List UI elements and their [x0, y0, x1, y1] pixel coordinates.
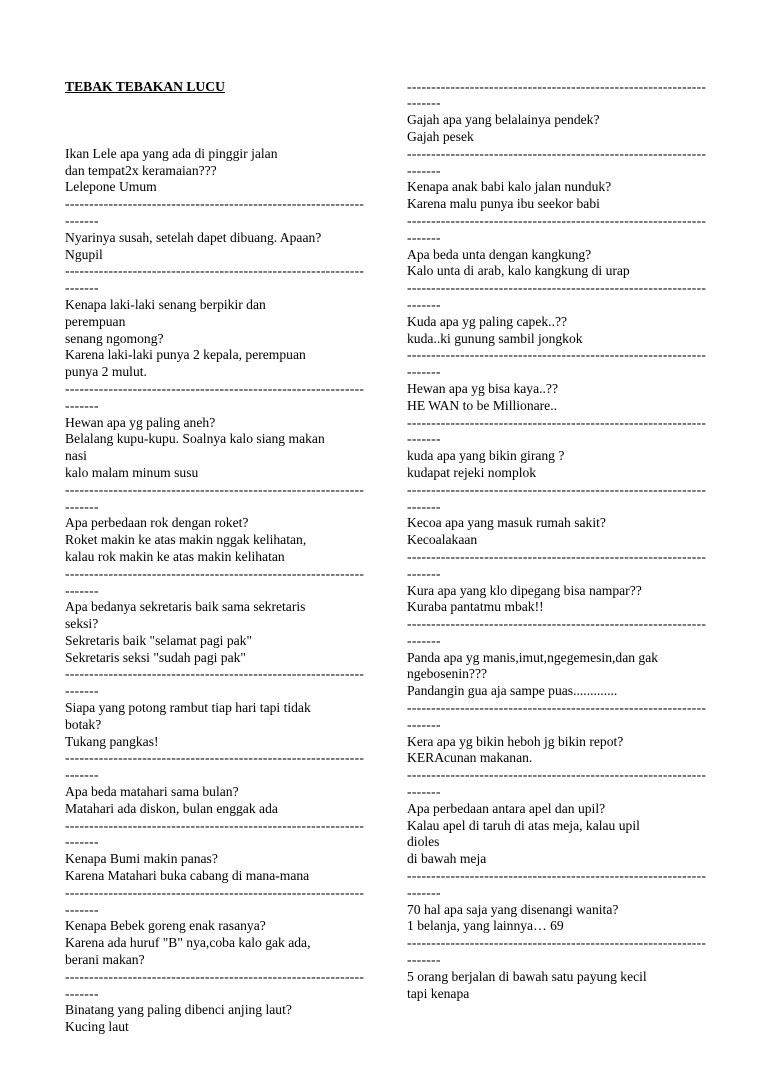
- riddle-question: Siapa yang potong rambut tiap hari tapi tidak: [65, 700, 311, 716]
- separator-line: --------------------------------------------------------------: [65, 481, 365, 497]
- riddle-question: Binatang yang paling dibenci anjing laut?: [65, 1002, 292, 1018]
- riddle-question: Panda apa yg manis,imut,ngegemesin,dan gak: [407, 649, 659, 665]
- separator-line: --------------------------------------------------------------: [407, 347, 707, 363]
- separator-line: -------: [65, 397, 99, 413]
- separator-line: --------------------------------------------------------------: [65, 565, 365, 581]
- riddle-item: [65, 851, 365, 885]
- riddle-item: [407, 314, 707, 348]
- riddle-text: Karena laki-laki punya 2 kepala, perempuan: [65, 347, 306, 363]
- separator-line: -------: [65, 280, 99, 296]
- separator-line: --------------------------------------------------------------: [407, 616, 707, 632]
- separator-line: --------------------------------------------------------------: [407, 145, 707, 161]
- riddle-question: Gajah apa yang belalainya pendek?: [407, 112, 600, 128]
- riddle-item: [65, 1002, 365, 1036]
- separator-line: -------: [407, 565, 441, 581]
- riddle-text: Roket makin ke atas makin nggak kelihatan,: [65, 532, 307, 548]
- riddle-text: ngebosenin???: [407, 666, 488, 682]
- riddle-text: tapi kenapa: [407, 985, 470, 1001]
- riddle-question: 70 hal apa saja yang disenangi wanita?: [407, 901, 619, 917]
- separator-line: --------------------------------------------------------------: [407, 868, 707, 884]
- riddle-text: Tukang pangkas!: [65, 733, 159, 749]
- riddle-text: perempuan: [65, 313, 126, 329]
- riddle-item: [407, 112, 707, 146]
- riddle-text: Kalo unta di arab, kalo kangkung di urap: [407, 263, 630, 279]
- riddle-question: Hewan apa yg bisa kaya..??: [407, 380, 558, 396]
- riddle-question: Ikan Lele apa yang ada di pinggir jalan: [65, 145, 278, 161]
- riddle-item: [407, 448, 707, 482]
- separator-line: --------------------------------------------------------------: [407, 548, 707, 564]
- separator-line: --------------------------------------------------------------: [407, 481, 707, 497]
- separator-line: -------: [407, 296, 441, 312]
- riddle-text: Karena malu punya ibu seekor babi: [407, 196, 600, 212]
- riddle-item: [407, 902, 707, 936]
- riddle-question: Kecoa apa yang masuk rumah sakit?: [407, 515, 606, 531]
- separator-line: -------: [407, 364, 441, 380]
- separator-line: -------: [407, 95, 441, 111]
- separator-line: -------: [65, 767, 99, 783]
- riddle-text: senang ngomong?: [65, 330, 164, 346]
- riddle-item: [65, 415, 365, 482]
- riddle-item: [65, 146, 365, 196]
- separator-line: --------------------------------------------------------------: [65, 884, 365, 900]
- right-column: [407, 45, 707, 1036]
- riddle-question: Kenapa Bebek goreng enak rasanya?: [65, 918, 266, 934]
- riddle-text: Kalau apel di taruh di atas meja, kalau upil: [407, 817, 640, 833]
- riddle-text: nasi: [65, 448, 87, 464]
- separator-line: -------: [407, 431, 441, 447]
- riddle-text: kuda..ki gunung sambil jongkok: [407, 330, 583, 346]
- riddle-item: [407, 247, 707, 281]
- riddle-question: Kura apa yang klo dipegang bisa nampar??: [407, 582, 642, 598]
- separator-line: --------------------------------------------------------------: [407, 767, 707, 783]
- riddle-question: 5 orang berjalan di bawah satu payung kecil: [407, 968, 647, 984]
- riddle-text: kalau rok makin ke atas makin kelihatan: [65, 548, 285, 564]
- riddle-text: Matahari ada diskon, bulan enggak ada: [65, 800, 278, 816]
- riddle-text: dan tempat2x keramaian???: [65, 162, 217, 178]
- separator-line: -------: [65, 985, 99, 1001]
- riddle-question: Kera apa yg bikin heboh jg bikin repot?: [407, 733, 624, 749]
- riddle-text: Kecoalakaan: [407, 532, 478, 548]
- separator-line: -------: [407, 884, 441, 900]
- riddle-text: Sekretaris baik "selamat pagi pak": [65, 632, 253, 648]
- riddle-text: dioles: [407, 834, 440, 850]
- riddle-question: Kuda apa yg paling capek..??: [407, 313, 568, 329]
- riddle-item: [407, 650, 707, 700]
- separator-line: -------: [407, 162, 441, 178]
- document-title: TEBAK TEBAKAN LUCU: [65, 78, 225, 94]
- separator-line: -------: [407, 229, 441, 245]
- riddle-question: Nyarinya susah, setelah dapet dibuang. Apaan?: [65, 229, 322, 245]
- riddle-text: seksi?: [65, 616, 99, 632]
- riddle-text: Kuraba pantatmu mbak!!: [407, 599, 544, 615]
- riddle-item: [407, 969, 707, 1003]
- riddle-text: Karena ada huruf "B" nya,coba kalo gak ada,: [65, 935, 311, 951]
- separator-line: --------------------------------------------------------------: [407, 414, 707, 430]
- riddle-text: Ngupil: [65, 246, 103, 262]
- separator-line: -------: [407, 632, 441, 648]
- separator-line: --------------------------------------------------------------: [407, 935, 707, 951]
- riddle-question: Apa perbedaan rok dengan roket?: [65, 515, 249, 531]
- separator-line: -------: [65, 212, 99, 228]
- riddle-text: Kucing laut: [65, 1019, 129, 1035]
- separator-line: --------------------------------------------------------------: [65, 817, 365, 833]
- riddle-text: kalo malam minum susu: [65, 464, 199, 480]
- right-riddles: [407, 79, 707, 1003]
- separator-line: --------------------------------------------------------------: [65, 666, 365, 682]
- left-riddles: [65, 146, 365, 1036]
- separator-line: -------: [65, 683, 99, 699]
- separator-line: -------: [65, 901, 99, 917]
- separator-line: --------------------------------------------------------------: [65, 380, 365, 396]
- riddle-item: [65, 918, 365, 968]
- separator-line: --------------------------------------------------------------: [65, 196, 365, 212]
- riddle-question: Apa beda matahari sama bulan?: [65, 784, 239, 800]
- riddle-item: [65, 515, 365, 565]
- riddle-item: [407, 583, 707, 617]
- separator-line: --------------------------------------------------------------: [65, 263, 365, 279]
- riddle-question: Apa bedanya sekretaris baik sama sekretaris: [65, 599, 306, 615]
- riddle-question: Hewan apa yg paling aneh?: [65, 414, 216, 430]
- riddle-item: [407, 381, 707, 415]
- riddle-text: Sekretaris seksi "sudah pagi pak": [65, 649, 246, 665]
- riddle-text: Lelepone Umum: [65, 179, 157, 195]
- riddle-item: [407, 734, 707, 768]
- separator-line: -------: [407, 952, 441, 968]
- riddle-item: [65, 230, 365, 264]
- riddle-text: kudapat rejeki nomplok: [407, 464, 537, 480]
- riddle-text: botak?: [65, 716, 102, 732]
- riddle-text: HE WAN to be Millionare..: [407, 397, 558, 413]
- separator-line: -------: [407, 784, 441, 800]
- riddle-item: [407, 801, 707, 868]
- separator-line: -------: [407, 498, 441, 514]
- riddle-question: Kenapa laki-laki senang berpikir dan: [65, 296, 266, 312]
- riddle-item: [407, 179, 707, 213]
- riddle-question: kuda apa yang bikin girang ?: [407, 448, 565, 464]
- riddle-text: Gajah pesek: [407, 128, 474, 144]
- separator-line: --------------------------------------------------------------: [407, 212, 707, 228]
- riddle-item: [407, 515, 707, 549]
- separator-line: --------------------------------------------------------------: [65, 750, 365, 766]
- riddle-text: Belalang kupu-kupu. Soalnya kalo siang makan: [65, 431, 325, 447]
- riddle-question: Kenapa Bumi makin panas?: [65, 851, 218, 867]
- separator-line: -------: [65, 834, 99, 850]
- riddle-text: Karena Matahari buka cabang di mana-mana: [65, 868, 310, 884]
- separator-line: --------------------------------------------------------------: [407, 280, 707, 296]
- riddle-text: KERAcunan makanan.: [407, 750, 533, 766]
- riddle-question: Kenapa anak babi kalo jalan nunduk?: [407, 179, 612, 195]
- separator-line: -------: [65, 582, 99, 598]
- riddle-item: [65, 599, 365, 666]
- riddle-question: Apa beda unta dengan kangkung?: [407, 246, 592, 262]
- riddle-text: berani makan?: [65, 952, 145, 968]
- riddle-text: Pandangin gua aja sampe puas.............: [407, 683, 618, 699]
- riddle-item: [65, 784, 365, 818]
- left-column: [65, 45, 365, 1070]
- riddle-item: [65, 700, 365, 750]
- separator-line: -------: [65, 498, 99, 514]
- separator-line: --------------------------------------------------------------: [407, 78, 707, 94]
- separator-line: --------------------------------------------------------------: [407, 700, 707, 716]
- riddle-item: [65, 297, 365, 381]
- separator-line: --------------------------------------------------------------: [65, 968, 365, 984]
- separator-line: -------: [407, 716, 441, 732]
- riddle-question: Apa perbedaan antara apel dan upil?: [407, 800, 606, 816]
- riddle-text: punya 2 mulut.: [65, 364, 147, 380]
- riddle-text: di bawah meja: [407, 851, 487, 867]
- riddle-text: 1 belanja, yang lainnya… 69: [407, 918, 564, 934]
